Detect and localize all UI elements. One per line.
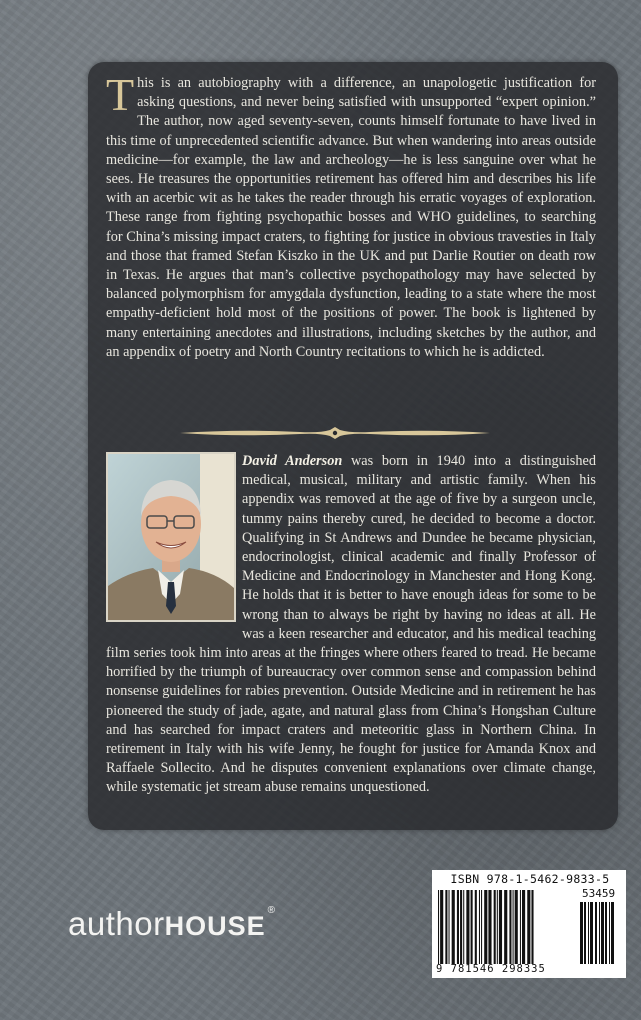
barcode-bar: [595, 902, 597, 964]
book-blurb: [106, 69, 596, 362]
publisher-name-part1: author: [68, 905, 165, 942]
barcode-bar: [460, 890, 462, 964]
barcode-bar: [580, 902, 583, 964]
blurb-text: his is an autobiography with a difference, an unapologetic justification for asking questions, and never being satisfied with unsupported “expert opinion.” The author, now aged seventy-seven, counts himself fortunate to have lived in this time of unprecedented scientific advance. But when wandering into areas outside medicine—for example, the law and archeology—he is less sanguine over what he sees. He treasures the opportunities retirement has offered him and describes his life with an acerbic wit as he takes the reader through his erratic voyages of exploration. These range from fighting psychopathic bosses and WHO guidelines, to searching for China’s missing impact craters, to fighting for justice in obvious travesties in Italy and those that framed Stefan Kiszko in the UK and put Darlie Routier on death row in Texas. He argues that man’s collective psychopathology may have selected by balanced polymorphism for amygdala dysfunction, leading to a state where the most empathy-deficient hold most of the positions of power. The book is lightened by many entertaining anecdotes and illustrations, including sketches by the author, and an appendix of poetry and North Country recitations to which he is addicted.: [106, 75, 596, 360]
isbn-number: ISBN 978-1-5462-9833-5: [450, 872, 610, 886]
barcode-bar: [449, 890, 450, 964]
barcode-bar: [488, 890, 491, 964]
ornamental-divider: [180, 426, 490, 440]
barcode-bar: [484, 890, 487, 964]
barcode-bar: [601, 902, 604, 964]
barcode-bar: [527, 890, 530, 964]
barcode-bar: [531, 890, 533, 964]
isbn-barcode: [432, 870, 626, 978]
bio-text: was born in 1940 into a distinguished medical, musical, military and artistic family. When his appendix was removed at the age of five by a surgeon uncle, tummy pains thereby cured, he decided to become a doctor. Qualifying in St Andrews and Dundee he became physician, endocrinologist, clinical academic and finally Professor of Medicine and Endocrinology in Manchester and Hong Kong. He holds that it is better to have enough ideas for some to be wrong than to always be right by having no ideas at all. He was a keen researcher and educator, and his medical teaching film series took him into areas at the fringes where others feared to tread. He became horrified by the triumph of bureaucracy over common sense and compassion behind nonsense guidelines for rabies prevention. Outside Medicine and in retirement he has pioneered the study of jade, agate, and natural glass from China’s Hongshan Culture and has searched for impact craters and meteoritic glass in Northern China. In retirement in Italy with his wife Jenny, he fought for justice for Amanda Knox and Raffaele Sollecito. And he disputes convenient explanations over climate change, while systematic jet stream abuse remains unquestioned.: [106, 453, 596, 796]
barcode-bar: [481, 890, 482, 964]
ean-digits: 9 781546 298335: [436, 963, 546, 975]
barcode-bar: [588, 902, 589, 964]
barcode-bar: [445, 890, 447, 964]
barcode-bar: [438, 890, 439, 964]
barcode-bar: [611, 902, 614, 964]
barcode-bar: [504, 890, 507, 964]
barcode-bar: [475, 890, 477, 964]
publisher-logo: [68, 905, 275, 943]
barcode-bar: [522, 890, 525, 964]
barcode-bar: [609, 902, 610, 964]
barcode-bar: [479, 890, 480, 964]
barcode-bar: [497, 890, 498, 964]
barcode-bar: [494, 890, 496, 964]
barcode-bar: [515, 890, 518, 964]
barcode-bar: [452, 890, 455, 964]
barcode-bar: [440, 890, 443, 964]
barcode-bar: [513, 890, 514, 964]
publisher-name-part2: HOUSE: [164, 911, 266, 941]
registered-mark: ®: [267, 905, 276, 916]
barcode-bar: [457, 890, 459, 964]
barcode-bar: [590, 902, 593, 964]
barcode-bar: [599, 902, 600, 964]
author-bio: [106, 452, 596, 798]
barcode-bar: [466, 890, 469, 964]
barcode-bars-ean: [438, 890, 574, 964]
barcode-bar: [471, 890, 473, 964]
author-name: David Anderson: [242, 453, 343, 469]
price-code: 53459: [582, 887, 616, 900]
barcode-bars-addon: [580, 902, 620, 964]
barcode-bar: [463, 890, 464, 964]
drop-cap: T: [106, 69, 135, 120]
barcode-bar: [605, 902, 607, 964]
barcode-bar: [520, 890, 521, 964]
barcode-bar: [584, 902, 586, 964]
barcode-bar: [499, 890, 502, 964]
barcode-bar: [509, 890, 511, 964]
